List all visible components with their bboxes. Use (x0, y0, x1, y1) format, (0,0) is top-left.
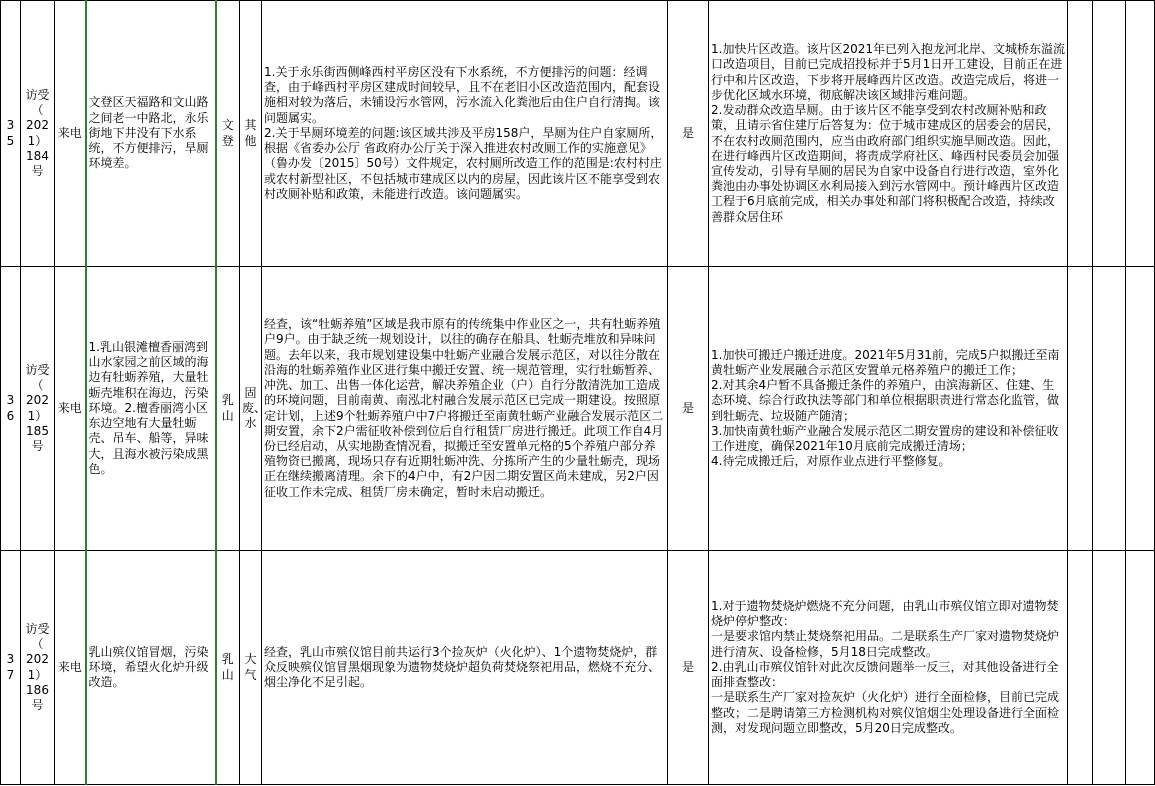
empty-cell[interactable] (1093, 1, 1126, 267)
complaint-cell[interactable]: 1.乳山银滩檀香丽湾到山水家园之前区域的海边有牡蛎养殖，大量牡蛎壳堆积在海边，污染环境。2.檀香丽湾小区东边空地有大量牡蛎壳、吊车、船等，异味大，且海水被污染成黑色。 (86, 267, 216, 551)
district-cell[interactable]: 乳山 (216, 267, 240, 551)
verified-cell[interactable]: 是 (668, 551, 709, 785)
investigation-cell[interactable]: 1.关于永乐街西侧峰西村平房区没有下水系统，不方便排污的问题：经调查，由于峰西村平房区建成时间较早，且不在老旧小区改造范围内，配套设施相对较为落后，未铺设污水管网，污水流入化粪池后由住户自行清掏。该问题属实。 2.关于旱厕环境差的问题:该区域共涉及平房158户，旱厕为住户自家厕所，根据《省委办公厅 省政府办公厅关于深入推进农村改厕工作的实施意见》（鲁办发〔2015〕50号）文件规定，农村厕所改造工作的范围是:农村村庄或农村新型社区，不包括城市建成区以内的房屋，因此该片区不能享受到农村改厕补贴和政策，未能进行改造。该问题属实。 (262, 1, 668, 267)
batch-number-cell[interactable]: 访受 （ 202 1） 184 号 (21, 1, 55, 267)
measures-cell[interactable]: 1.加快片区改造。该片区2021年已列入抱龙河北岸、文城桥东溢流口改造项目，目前已完成招投标并于5月1日开工建设，目前正在进行中和片区改造，下步将开展峰西片区改造。改造完成后，将进一步优化区域水环境，彻底解决该区域排污难问题。 2.发动群众改造旱厕。由于该片区不能享受到农村改厕补贴和政策，且请示省住建厅后答复为：位于城市建成区的居委会的居民，不在农村改厕范围内，应当由政府部门组织实施旱厕改造。因此，在进行峰西片区改造期间，将责成学府社区、峰西村民委员会加强宣传发动，引导有旱厕的居民为自家中设备自行进行改造，室外化粪池由办事处协调区水利局接入到污水管网中。预计峰西片区改造工程于6月底前完成，相关办事处和部门将积极配合改造，持续改善群众居住环 (709, 1, 1068, 267)
investigation-cell[interactable]: 经查，乳山市殡仪馆目前共运行3个捡灰炉（火化炉）、1个遗物焚烧炉，群众反映殡仪馆冒黑烟现象为遗物焚烧炉超负荷焚烧祭祀用品，燃烧不充分、烟尘净化不足引起。 (262, 551, 668, 785)
complaint-cell[interactable]: 文登区天福路和文山路之间老一中路北，永乐街地下井没有下水系统，不方便排污，旱厕环境差。 (86, 1, 216, 267)
empty-cell[interactable] (1068, 1, 1093, 267)
pollution-type-cell[interactable]: 固废、水 (240, 267, 262, 551)
pollution-type-cell[interactable]: 其他 (240, 1, 262, 267)
verified-cell[interactable]: 是 (668, 1, 709, 267)
empty-cell[interactable] (1068, 267, 1093, 551)
pollution-type-cell[interactable]: 大气 (240, 551, 262, 785)
row-number-cell[interactable]: 36 (1, 267, 21, 551)
complaint-cell[interactable]: 乳山殡仪馆冒烟，污染环境，希望火化炉升级改造。 (86, 551, 216, 785)
district-cell[interactable]: 文登 (216, 1, 240, 267)
table-row (1, 1, 1155, 267)
method-cell[interactable]: 来电 (55, 267, 86, 551)
batch-number-cell[interactable]: 访受 （ 202 1） 185 号 (21, 267, 55, 551)
investigation-cell[interactable]: 经查，该“牡蛎养殖”区域是我市原有的传统集中作业区之一，共有牡蛎养殖户9户。由于缺乏统一规划设计，以往的确存在船具、牡蛎壳堆放和异味问题。去年以来，我市规划建设集中牡蛎产业融合发展示范区，对以往分散在沿海的牡蛎养殖作业区进行集中搬迁安置、统一规范管理，实行牡蛎暂养、冲洗、加工、出售一体化运营，解决养殖企业（户）自行分散清洗加工造成的环境问题，目前南黄、南泓北村融合发展示范区已完成一期建设。按照原定计划，上述9个牡蛎养殖户中7户将搬迁至南黄牡蛎产业融合发展示范区二期安置，余下2户需征收补偿到位后自行租赁厂房进行搬迁。此项工作自4月份已经启动，从实地勘查情况看，拟搬迁至安置单元格的5个养殖户部分养殖物资已搬离，现场只存有近期牡蛎冲洗、分拣所产生的少量牡蛎壳，现场正在继续搬离清理。余下的4户中，有2户因二期安置区尚未建成，另2户因征收工作未完成、租赁厂房未确定，暂时未启动搬迁。 (262, 267, 668, 551)
district-cell[interactable]: 乳山 (216, 551, 240, 785)
measures-cell[interactable]: 1.加快可搬迁户搬迁进度。2021年5月31前，完成5户拟搬迁至南黄牡蛎产业发展融合示范区安置单元格养殖户的搬迁工作； 2.对其余4户暂不具备搬迁条件的养殖户，由滨海新区、住建、生态环境、综合行政执法等部门和单位根据职责进行常态化监管，做到牡蛎壳、垃圾随产随清； 3.加快南黄牡蛎产业融合发展示范区二期安置房的建设和补偿征收工作进度，确保2021年10月底前完成搬迁清场； 4.待完成搬迁后，对原作业点进行平整修复。 (709, 267, 1068, 551)
batch-number-cell[interactable]: 访受 （ 202 1） 186 号 (21, 551, 55, 785)
table-row (1, 551, 1155, 785)
empty-cell[interactable] (1068, 551, 1093, 785)
empty-cell[interactable] (1126, 1, 1155, 267)
method-cell[interactable]: 来电 (55, 551, 86, 785)
row-number-cell[interactable]: 35 (1, 1, 21, 267)
verified-cell[interactable]: 是 (668, 267, 709, 551)
table-row (1, 267, 1155, 551)
row-number-cell[interactable]: 37 (1, 551, 21, 785)
empty-cell[interactable] (1126, 551, 1155, 785)
empty-cell[interactable] (1093, 267, 1126, 551)
measures-cell[interactable]: 1.对于遗物焚烧炉燃烧不充分问题，由乳山市殡仪馆立即对遗物焚烧炉停炉整改： 一是要求馆内禁止焚烧祭祀用品。二是联系生产厂家对遗物焚烧炉进行清灰、设备检修，5月18日完成整改。 2.由乳山市殡仪馆针对此次反馈问题举一反三，对其他设备进行全面排查整改： 一是联系生产厂家对捡灰炉（火化炉）进行全面检修，目前已完成整改；二是聘请第三方检测机构对殡仪馆烟尘处理设备进行全面检测，对发现问题立即整改，5月20日完成整改。 (709, 551, 1068, 785)
empty-cell[interactable] (1093, 551, 1126, 785)
method-cell[interactable]: 来电 (55, 1, 86, 267)
empty-cell[interactable] (1126, 267, 1155, 551)
